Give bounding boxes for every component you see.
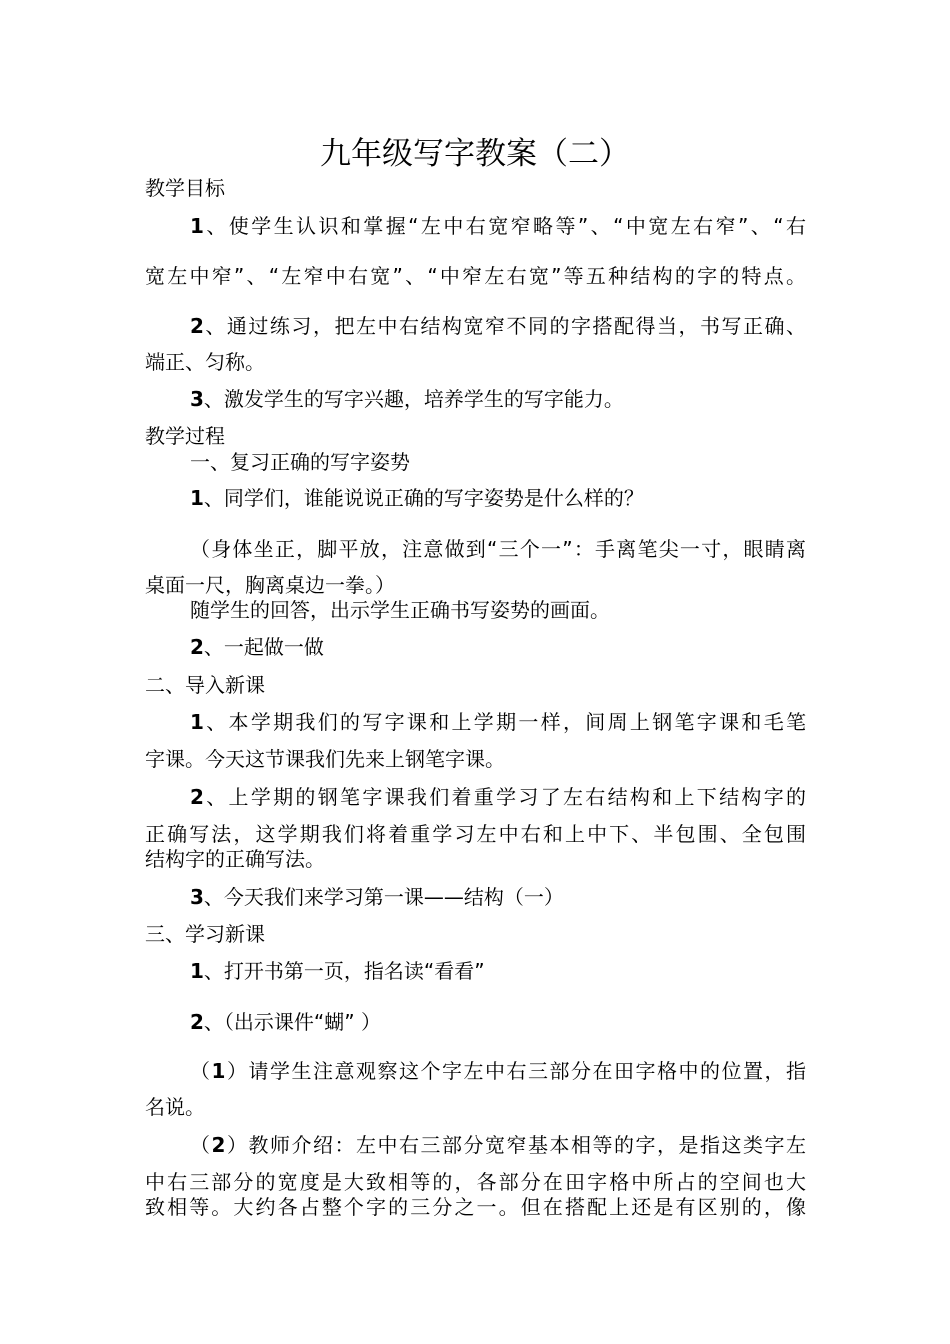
paragraph-line: 随学生的回答，出示学生正确书写姿势的画面。 [190, 598, 610, 622]
section-heading: 三、学习新课 [145, 922, 265, 946]
paragraph-line: 1、本学期我们的写字课和上学期一样，间周上钢笔字课和毛笔 [190, 710, 806, 734]
list-number: 1 [190, 710, 204, 734]
paragraph-line: 1、使学生认识和掌握“左中右宽窄略等”、“中宽左右窄”、“右 [190, 214, 806, 238]
heading-teaching-process: 教学过程 [145, 424, 225, 448]
paragraph-line: 致相等。大约各占整个字的三分之一。但在搭配上还是有区别的，像 [145, 1195, 806, 1219]
paragraph-line: 3、今天我们来学习第一课——结构（一） [190, 885, 564, 909]
section-heading: 一、复习正确的写字姿势 [190, 450, 410, 474]
list-number: 2 [190, 1010, 204, 1034]
paragraph-line: 名说。 [145, 1095, 205, 1119]
paragraph-line: （身体坐正，脚平放，注意做到“三个一”：手离笔尖一寸，眼睛离 [190, 537, 806, 561]
list-number: 2 [211, 1133, 226, 1157]
paragraph-line: （1）请学生注意观察这个字左中右三部分在田字格中的位置，指 [190, 1059, 807, 1083]
list-number: 2 [190, 314, 204, 338]
paragraph-line: 正确写法，这学期我们将着重学习左中右和上中下、半包围、全包围 [145, 822, 806, 846]
list-number: 1 [211, 1059, 226, 1083]
paragraph-line: 2、（出示课件“蝴” ） [190, 1010, 382, 1034]
paragraph-line: 2、一起做一做 [190, 635, 324, 659]
list-number: 1 [190, 959, 204, 983]
paragraph-line: 1、同学们，谁能说说正确的写字姿势是什么样的？ [190, 486, 644, 510]
paragraph-line: 结构字的正确写法。 [145, 847, 325, 871]
paragraph-line: 2、上学期的钢笔字课我们着重学习了左右结构和上下结构字的 [190, 785, 806, 809]
paragraph-line: 3、激发学生的写字兴趣，培养学生的写字能力。 [190, 387, 624, 411]
paragraph-line: 字课。今天这节课我们先来上钢笔字课。 [145, 747, 505, 771]
list-number: 3 [190, 387, 204, 411]
list-number: 1 [190, 214, 204, 238]
paragraph-line: 中右三部分的宽度是大致相等的，各部分在田字格中所占的空间也大 [145, 1170, 806, 1194]
paragraph-line: 2、通过练习，把左中右结构宽窄不同的字搭配得当，书写正确、 [190, 314, 806, 338]
paragraph-line: 端正、匀称。 [145, 350, 265, 374]
section-heading: 二、导入新课 [145, 673, 265, 697]
list-number: 2 [190, 785, 204, 809]
document-title: 九年级写字教案（二） [320, 136, 630, 172]
heading-teaching-goals: 教学目标 [145, 176, 225, 200]
paragraph-line: 桌面一尺，胸离桌边一拳。） [145, 573, 395, 597]
list-number: 1 [190, 486, 204, 510]
list-number: 2 [190, 635, 204, 659]
paragraph-line: （2）教师介绍：左中右三部分宽窄基本相等的字，是指这类字左 [190, 1133, 807, 1157]
list-number: 3 [190, 885, 204, 909]
paragraph-line: 1、打开书第一页，指名读“看看” [190, 959, 485, 983]
paragraph-line: 宽左中窄”、“左窄中右宽”、“中窄左右宽”等五种结构的字的特点。 [145, 264, 806, 288]
